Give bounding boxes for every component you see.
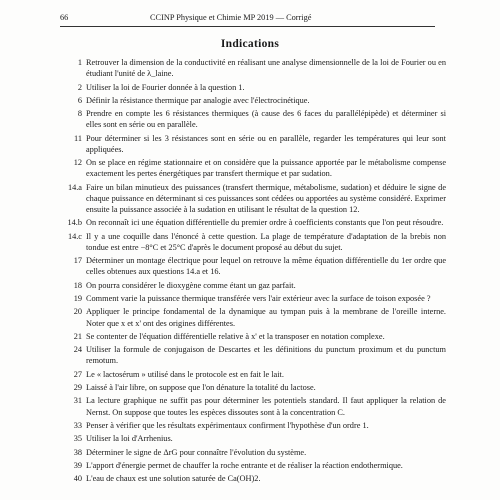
list-item (60, 231, 446, 253)
running-title: CCINP Physique et Chimie MP 2019 — Corrigé (150, 13, 312, 22)
item-number: 2 (77, 82, 82, 92)
item-number: 29 (73, 383, 82, 393)
item-text: Prendre en compte les 6 résistances thermiques (à cause des 6 faces du parallélépipède) et déterminer si elles sont en série ou en parallèle. (86, 109, 446, 130)
list-item (60, 460, 446, 471)
item-text: Comment varie la puissance thermique transférée vers l'air extérieur avec la surface de toison exposée ? (86, 294, 431, 304)
item-text: L'eau de chaux est une solution saturée de Ca(OH)2. (86, 474, 261, 484)
item-number: 8 (77, 109, 82, 119)
item-text: Se contenter de l'équation différentielle relative à x' et la transposer en notation complexe. (86, 331, 385, 341)
item-number: 14.c (67, 231, 82, 241)
list-item (60, 433, 446, 444)
list-item (60, 57, 446, 79)
item-number: 38 (73, 447, 82, 457)
list-item (60, 293, 446, 304)
item-number: 35 (73, 434, 82, 444)
list-item (60, 255, 446, 277)
item-text: Utiliser la formule de conjugaison de Descartes et les définitions du punctum proximum et du punctum remotum. (86, 345, 446, 366)
header-rule (60, 26, 435, 27)
item-text: Déterminer un montage électrique pour lequel on retrouve la même équation différentielle du 1er ordre que celles obtenues aux questions 14.a et 16. (86, 256, 446, 277)
list-item (60, 280, 446, 291)
item-number: 27 (73, 369, 82, 379)
section-title: Indications (220, 38, 280, 50)
item-text: Utiliser la loi de Fourier donnée à la question 1. (86, 82, 245, 92)
hints-list (60, 57, 446, 484)
item-number: 12 (73, 158, 82, 168)
list-item (60, 217, 446, 228)
page-number: 66 (60, 13, 69, 22)
list-item (60, 344, 446, 366)
item-text: Laissé à l'air libre, on suppose que l'on dénature la totalité du lactose. (86, 383, 316, 393)
item-number: 20 (73, 307, 82, 317)
list-item (60, 331, 446, 342)
item-text: On se place en régime stationnaire et on considère que la puissance apportée par le métabolisme compense exactement les pertes énergétiques par transfert thermique et par sudation. (86, 158, 446, 179)
item-number: 11 (74, 133, 82, 143)
item-number: 6 (77, 95, 82, 105)
page-header (60, 13, 435, 27)
item-number: 19 (73, 294, 82, 304)
item-number: 33 (73, 420, 82, 430)
list-item (60, 182, 446, 215)
item-text: Faire un bilan minutieux des puissances (transfert thermique, métabolisme, sudation) et déduire le signe de chaque puissance en déterminant si ces puissances sont cédées ou apportées au système considéré. Exprimer ensuite la puissance associée à la sudation en utilisant le résultat de la question 12. (86, 182, 446, 214)
item-text: Le « lactosérum » utilisé dans le protocole est en fait le lait. (86, 369, 284, 379)
item-number: 24 (73, 345, 82, 355)
item-text: Définir la résistance thermique par analogie avec l'électrocinétique. (86, 95, 310, 105)
list-item (60, 420, 446, 431)
item-number: 39 (73, 460, 82, 470)
item-text: Utiliser la loi d'Arrhenius. (86, 434, 173, 444)
item-number: 14.b (67, 218, 82, 228)
item-text: Retrouver la dimension de la conductivité en réalisant une analyse dimensionnelle de la loi de Fourier ou en étudiant l'unité de λ_laine. (86, 58, 446, 79)
item-number: 21 (73, 331, 82, 341)
item-number: 1 (77, 58, 82, 67)
item-text: L'apport d'énergie permet de chauffer la roche entrante et de réaliser la réaction endothermique. (86, 460, 403, 470)
item-text: Pour déterminer si les 3 résistances sont en série ou en parallèle, regarder les températures qui leur sont appliquées. (86, 133, 446, 154)
item-text: Il y a une coquille dans l'énoncé à cette question. La plage de température d'adaptation de la brebis non tondue est entre −8°C et 25°C d'après le document proposé au début du sujet. (86, 231, 446, 252)
list-item (60, 306, 446, 328)
item-number: 40 (73, 474, 82, 484)
item-text: Appliquer le principe fondamental de la dynamique au tympan puis à la membrane de l'oreille interne. Noter que x et x' ont des origines différentes. (86, 307, 446, 328)
item-text: On reconnaît ici une équation différentielle du premier ordre à coefficients constants que l'on peut résoudre. (86, 218, 444, 228)
item-text: La lecture graphique ne suffit pas pour déterminer les potentiels standard. Il faut appliquer la relation de Nernst. On suppose que toutes les espèces dissoutes sont à la concentration C. (86, 396, 446, 417)
item-number: 17 (73, 256, 82, 266)
list-item (60, 395, 446, 417)
list-item (60, 95, 446, 106)
item-text: On pourra considérer le dioxygène comme étant un gaz parfait. (86, 280, 296, 290)
list-item (60, 133, 446, 155)
list-item (60, 473, 446, 484)
list-item (60, 108, 446, 130)
list-item (60, 157, 446, 179)
list-item (60, 447, 446, 458)
item-text: Déterminer le signe de ΔrG pour connaître l'évolution du système. (86, 447, 307, 457)
list-item (60, 369, 446, 380)
item-number: 18 (73, 280, 82, 290)
list-item (60, 82, 446, 93)
item-number: 14.a (67, 182, 82, 192)
item-text: Penser à vérifier que les résultats expérimentaux confirment l'hypothèse d'un ordre 1. (86, 420, 369, 430)
list-item (60, 382, 446, 393)
item-number: 31 (73, 396, 82, 406)
